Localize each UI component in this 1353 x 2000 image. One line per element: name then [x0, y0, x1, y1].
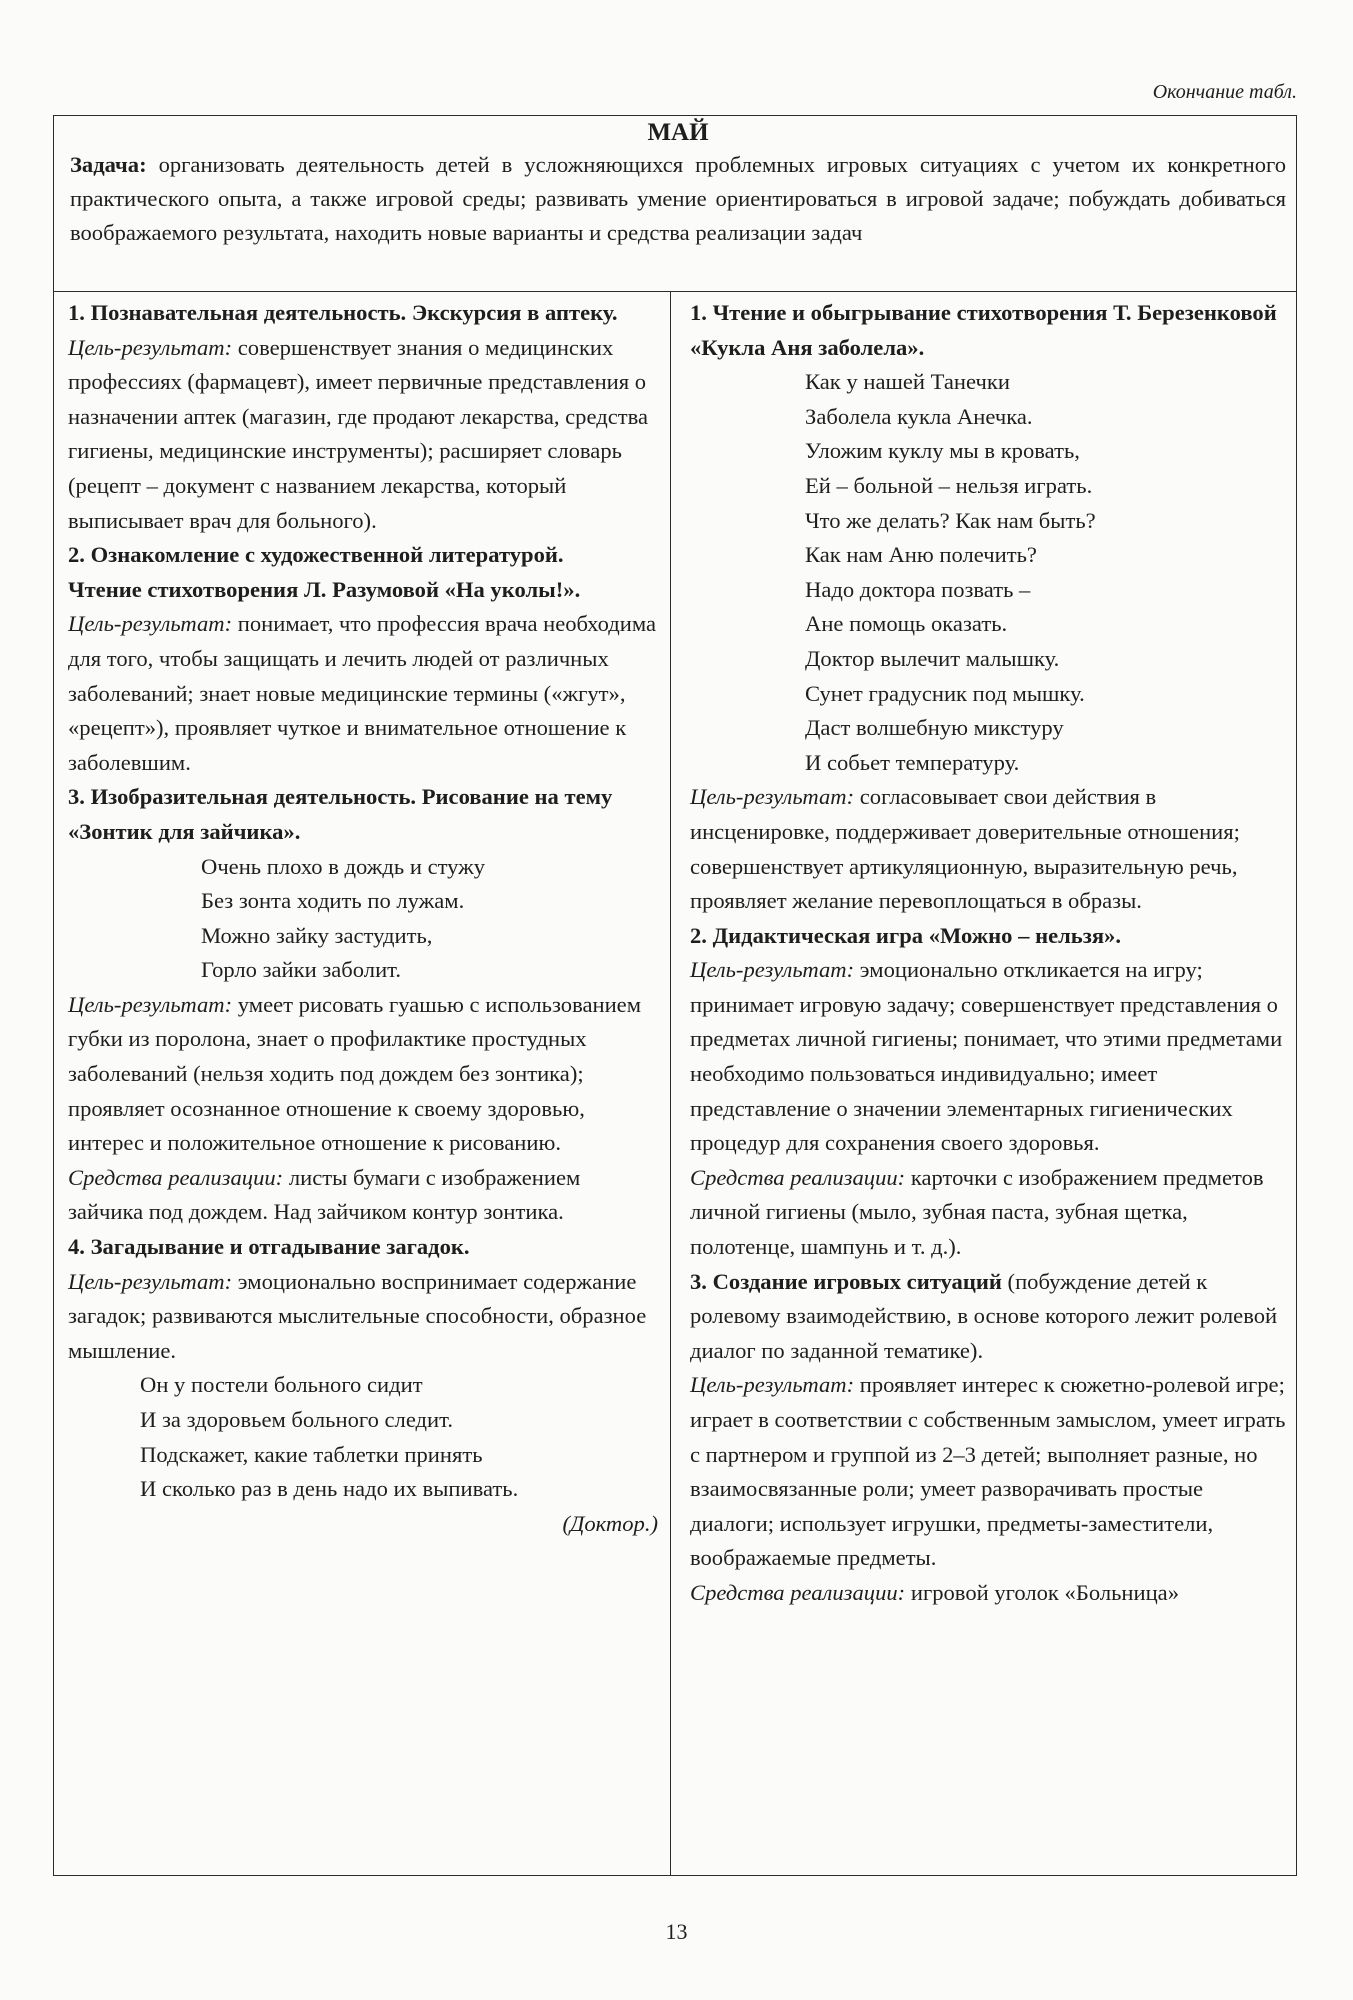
left-s3-goal — [68, 988, 658, 1161]
month-title: МАЙ — [647, 119, 709, 146]
left-column — [54, 292, 671, 1875]
table-continuation-note: Окончание табл. — [1152, 81, 1297, 103]
means-label: Средства реализации: — [690, 1579, 906, 1605]
right-s3-title: 3. Создание игровых ситуаций — [690, 1268, 1002, 1294]
poem-line: Ане помощь оказать. — [805, 611, 1008, 637]
left-s2-title: 2. Ознакомление с художественной литературой. — [68, 542, 564, 568]
means-label: Средства реализации: — [68, 1164, 284, 1190]
task-label: Задача: — [70, 152, 147, 177]
goal-text: умеет рисовать гуашью с использованием губки из поролона, знает о профилактике простудных заболеваний (нельзя ходить под дождем без зонтика); проявляет осознанное отношение к своему здоровью, интерес и положительное отношение к рисованию. — [68, 991, 641, 1156]
poem-line: Доктор вылечит малышку. — [805, 645, 1060, 671]
goal-label: Цель-результат: — [68, 1268, 233, 1294]
right-s1-title: 1. Чтение и обыгрывание стихотворения Т. Березенковой «Кукла Аня заболела». — [690, 300, 1277, 360]
goal-text: эмоционально воспринимает содержание загадок; развиваются мыслительные способности, образное мышление. — [68, 1268, 647, 1363]
left-s1-title: 1. Познавательная деятельность. Экскурсия в аптеку. — [68, 300, 618, 325]
poem-line: Как у нашей Танечки — [805, 369, 1010, 395]
right-s2-goal — [690, 953, 1288, 1161]
means-text: игровой уголок «Больница» — [905, 1579, 1179, 1605]
poem-line: Как нам Аню полечить? — [805, 542, 1037, 568]
goal-text: согласовывает свои действия в инсценировке, поддерживает доверительные отношения; совершенствует артикуляционную, выразительную речь, проявляет желание перевоплощаться в образы. — [690, 784, 1240, 914]
table-header — [54, 116, 1296, 292]
task-paragraph — [70, 148, 1286, 250]
poem-line: Сунет градусник под мышку. — [805, 680, 1085, 706]
goal-label: Цель-результат: — [68, 991, 233, 1017]
left-s3-title: 3. Изобразительная деятельность. Рисование на тему «Зонтик для зайчика». — [68, 784, 613, 844]
goal-label: Цель-результат: — [68, 334, 233, 360]
left-s1-goal — [68, 331, 658, 539]
goal-label: Цель-результат: — [68, 611, 233, 637]
goal-text: проявляет интерес к сюжетно-ролевой игре; играет в соответствии с собственным замыслом, умеет играть с партнером и группой из 2–3 детей; выполняет разные, но взаимосвязанные роли; умеет разворачивать простые диалоги; использует игрушки, предметы-заместители, воображаемые предметы. — [690, 1372, 1286, 1571]
right-s1-goal — [690, 780, 1288, 918]
right-s3-means — [690, 1576, 1288, 1611]
goal-text: эмоционально откликается на игру; принимает игровую задачу; совершенствует представления о предметах личной гигиены; понимает, что этими предметами необходимо пользоваться индивидуально; имеет представление о значении элементарных гигиенических процедур для сохранения своего здоровья. — [690, 957, 1283, 1156]
riddle-line: Подскажет, какие таблетки принять — [140, 1441, 483, 1467]
table-body — [54, 292, 1296, 1875]
right-s3-goal — [690, 1368, 1288, 1576]
poem-line: Даст волшебную микстуру — [805, 715, 1064, 741]
left-s2-subtitle: Чтение стихотворения Л. Разумовой «На уколы!». — [68, 576, 581, 602]
poem-line: Уложим куклу мы в кровать, — [805, 438, 1080, 464]
poem-line: Можно зайку застудить, — [201, 922, 433, 948]
poem-line: Заболела кукла Анечка. — [805, 403, 1033, 429]
poem-line: Надо доктора позвать – — [805, 576, 1031, 602]
poem-line: И собьет температуру. — [805, 749, 1020, 775]
poem-line: Горло зайки заболит. — [201, 957, 401, 983]
riddle-line: И за здоровьем больного следит. — [140, 1407, 453, 1432]
plan-table — [53, 115, 1297, 1876]
goal-label: Цель-результат: — [690, 1372, 855, 1398]
means-text: карточки с изображением предметов личной гигиены (мыло, зубная паста, зубная щетка, полотенце, шампунь и т. д.). — [690, 1164, 1264, 1260]
riddle-line: Он у постели больного сидит — [140, 1372, 423, 1398]
goal-text: совершенствует знания о медицинских профессиях (фармацевт), имеет первичные представления о назначении аптек (магазин, где продают лекарства, средства гигиены, медицинские инструменты); расширяет словарь (рецепт – документ с названием лекарства, который выписывает врач для больного). — [68, 334, 649, 533]
riddle-line: И сколько раз в день надо их выпивать. — [140, 1476, 519, 1502]
goal-label: Цель-результат: — [690, 957, 855, 983]
means-text: листы бумаги с изображением зайчика под дождем. Над зайчиком контур зонтика. — [68, 1164, 581, 1225]
riddle-answer: (Доктор.) — [562, 1510, 658, 1536]
means-label: Средства реализации: — [690, 1164, 906, 1190]
left-s2-goal — [68, 607, 658, 780]
goal-label: Цель-результат: — [690, 784, 855, 810]
right-s2-means — [690, 1161, 1288, 1265]
left-s4-title: 4. Загадывание и отгадывание загадок. — [68, 1234, 470, 1260]
right-s3-heading — [690, 1265, 1288, 1369]
poem-line: Очень плохо в дождь и стужу — [201, 853, 486, 879]
poem-line: Без зонта ходить по лужам. — [201, 888, 465, 914]
goal-text: понимает, что профессия врача необходима для того, чтобы защищать и лечить людей от различных заболеваний; знает новые медицинские термины («жгут», «рецепт»), проявляет чуткое и внимательное отношение к заболевшим. — [68, 611, 657, 775]
page-number: 13 — [665, 1919, 688, 1944]
poem-line: Что же делать? Как нам быть? — [805, 507, 1096, 533]
left-s4-goal — [68, 1265, 658, 1369]
right-column — [671, 292, 1296, 1875]
left-s3-means — [68, 1161, 658, 1230]
right-s3-title-rest: (побуждение детей к ролевому взаимодействию, в основе которого лежит ролевой диалог по заданной тематике). — [690, 1268, 1278, 1363]
task-text: организовать деятельность детей в усложняющихся проблемных игровых ситуациях с учетом их конкретного практического опыта, а также игровой среды; развивать умение ориентироваться в игровой задаче; побуждать добиваться воображаемого результата, находить новые варианты и средства реализации задач — [70, 152, 1286, 245]
poem-line: Ей – больной – нельзя играть. — [805, 472, 1093, 498]
right-s2-title: 2. Дидактическая игра «Можно – нельзя». — [690, 922, 1121, 948]
